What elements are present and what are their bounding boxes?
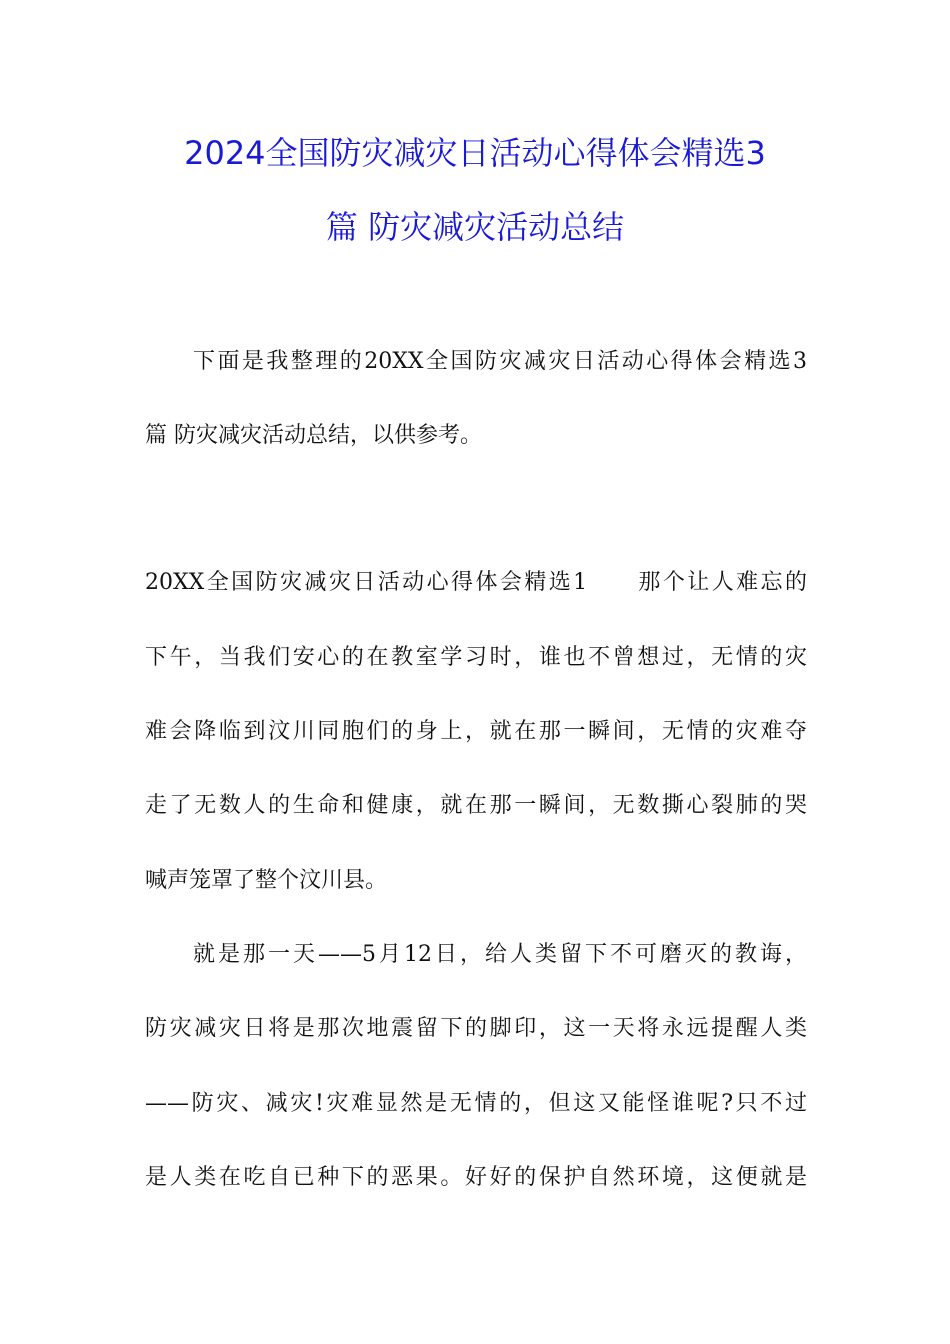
section1-line-3: 难会降临到汶川同胞们的身上，就在那一瞬间，无情的灾难夺 [145,719,807,744]
section1-line-5: 喊声笼罩了整个汶川县。 [145,868,388,893]
section1-line-4: 走了无数人的生命和健康，就在那一瞬间，无数撕心裂肺的哭 [145,793,807,818]
section2-line-3: ——防灾、减灾!灾难显然是无情的，但这又能怪谁呢?只不过 [145,1091,807,1116]
section1-line-1: 20XX全国防灾减灾日活动心得体会精选1 那个让人难忘的 [145,570,807,595]
section2-line-1: 就是那一天——5月12日，给人类留下不可磨灭的教诲， [193,942,807,967]
section2-line-4: 是人类在吃自已种下的恶果。好好的保护自然环境，这便就是 [145,1165,807,1190]
document-title-line-1: 2024全国防灾减灾日活动心得体会精选3 [184,134,766,172]
intro-line-2: 篇 防灾减灾活动总结，以供参考。 [145,423,482,448]
intro-line-1: 下面是我整理的20XX全国防灾减灾日活动心得体会精选3 [193,349,807,374]
document-title-line-2: 篇 防灾减灾活动总结 [325,208,625,246]
section2-line-2: 防灾减灾日将是那次地震留下的脚印，这一天将永远提醒人类 [145,1016,807,1041]
section1-line-2: 下午，当我们安心的在教室学习时，谁也不曾想过，无情的灾 [145,645,807,670]
